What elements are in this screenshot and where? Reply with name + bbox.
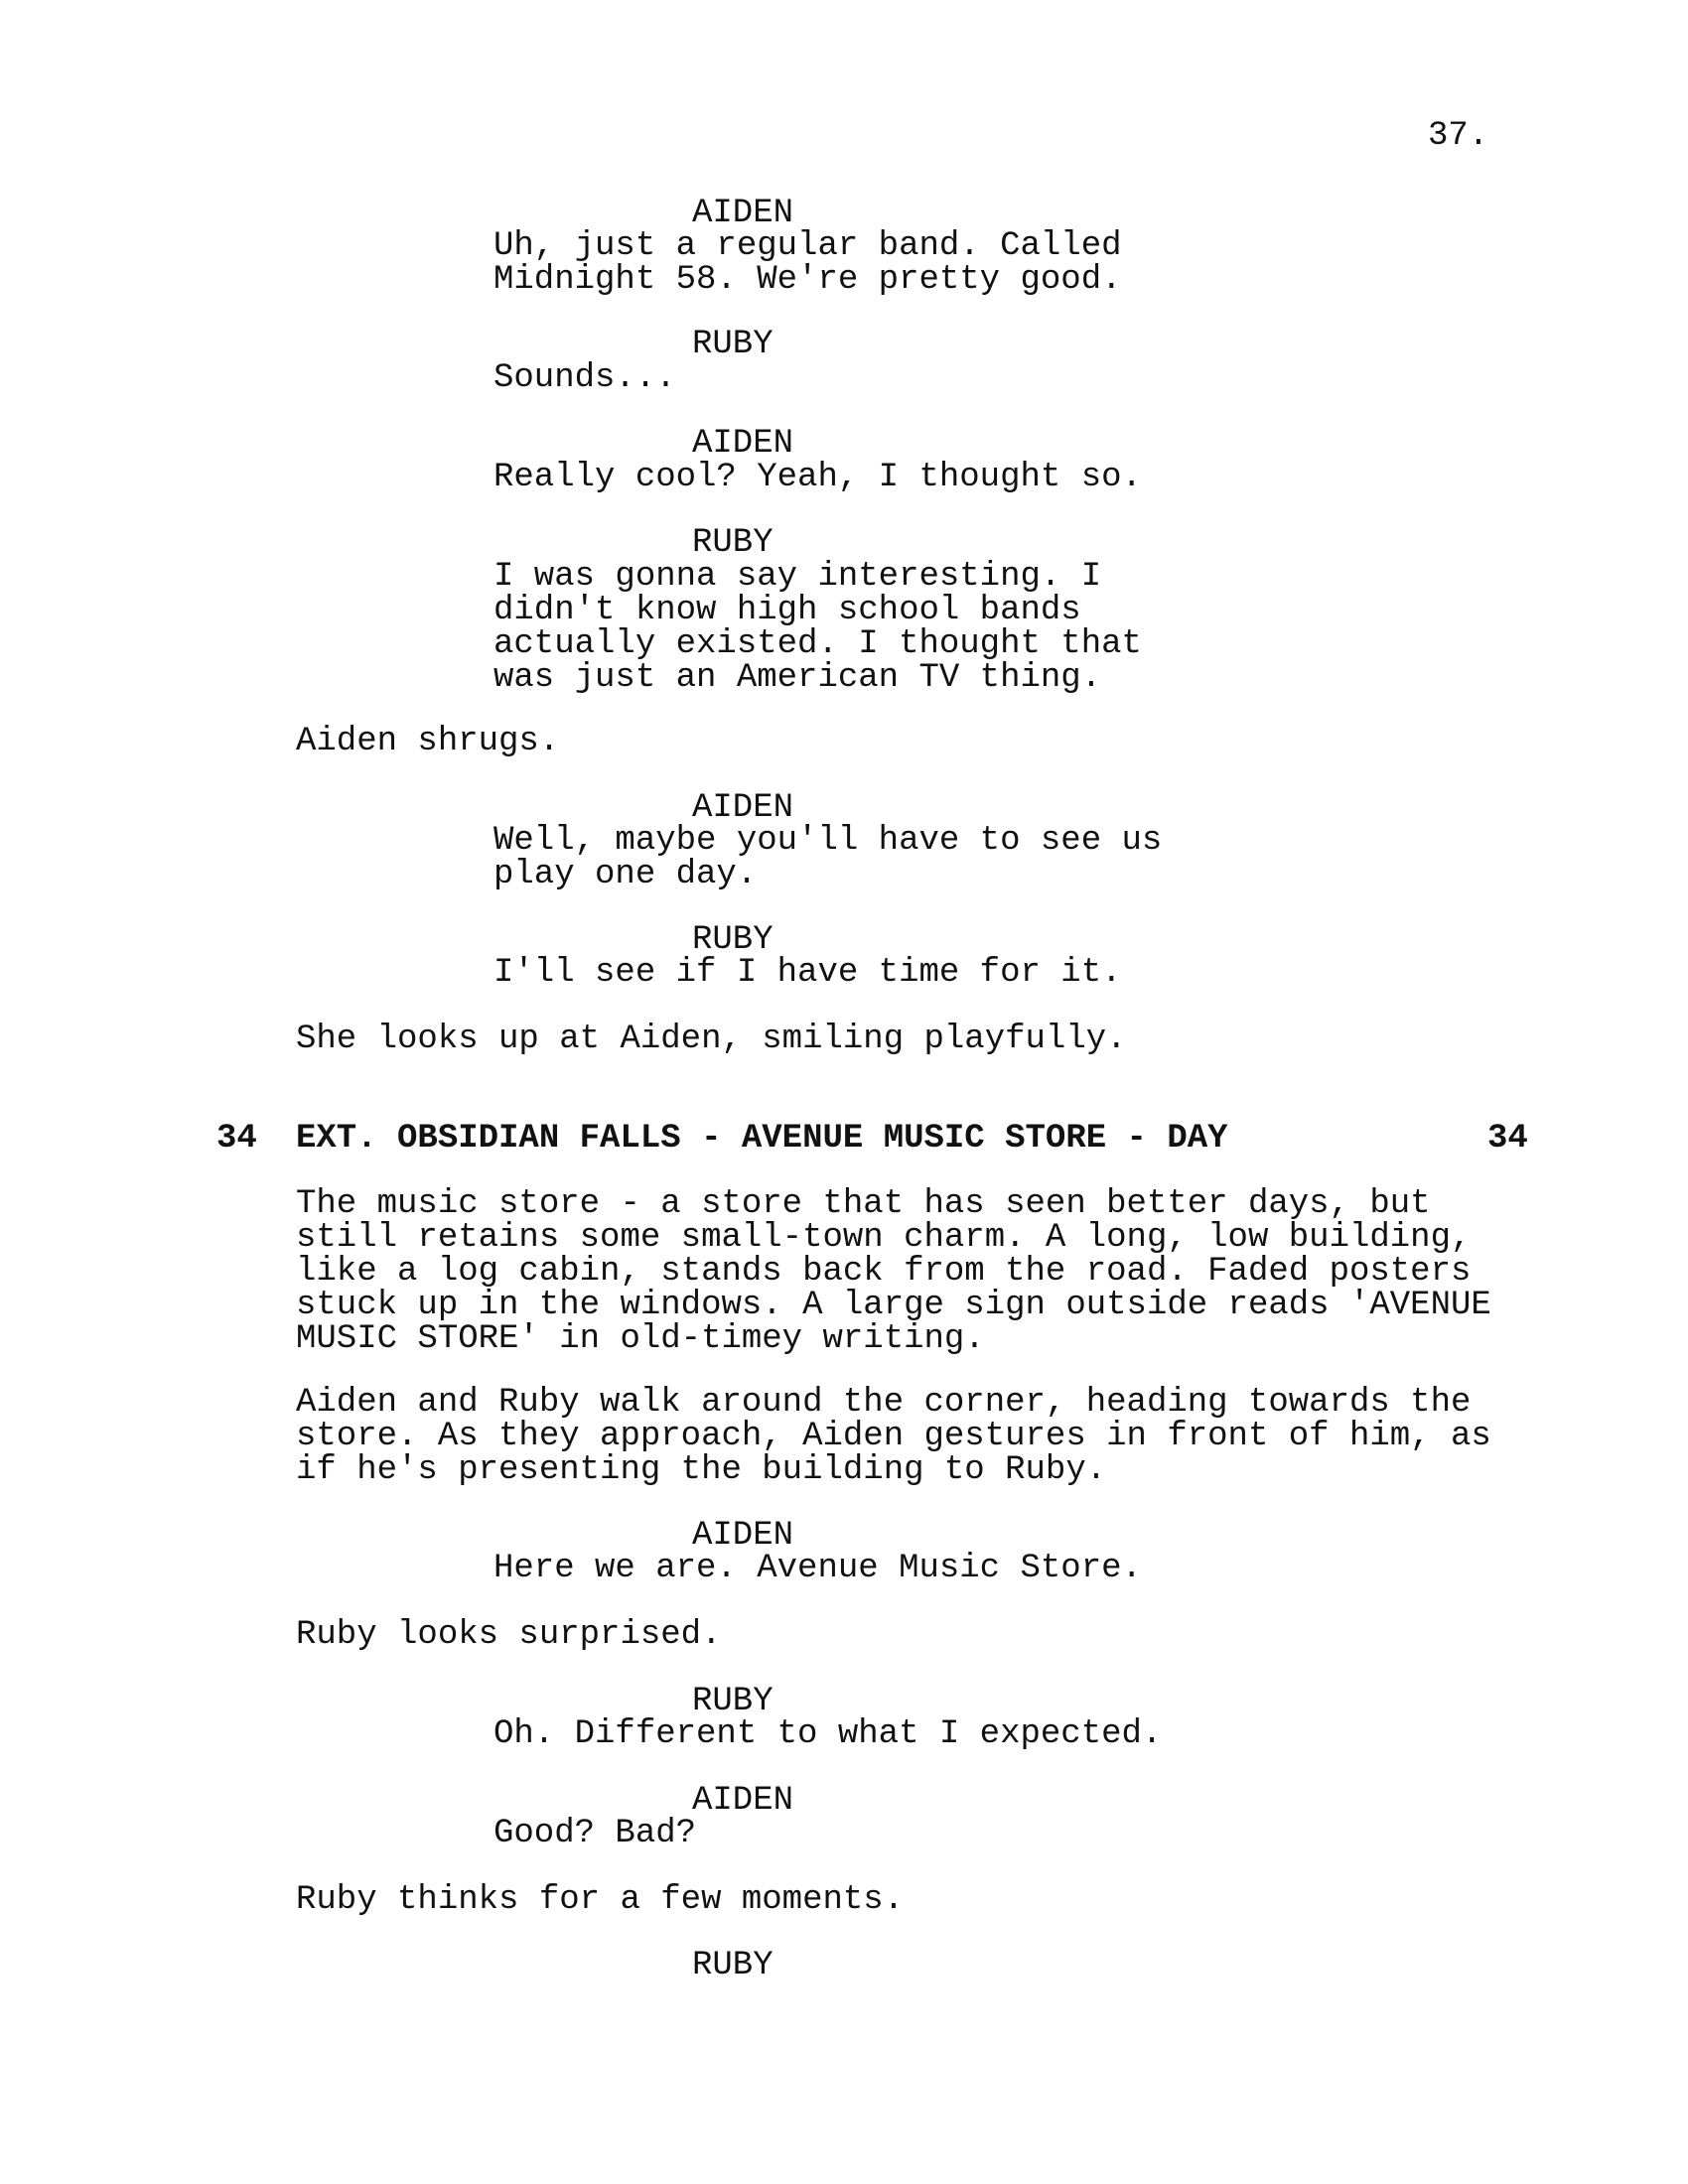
scene-number-right: 34 — [1487, 1120, 1528, 1158]
dialogue: Sounds... — [493, 359, 676, 397]
dialogue: Uh, just a regular band. Called Midnight 58. We're pretty good. — [493, 227, 1122, 299]
action-paragraph: Aiden and Ruby walk around the corner, heading towards the store. As they approach, Aiden gestures in front of him, as if he's presenting the building to Ruby. — [296, 1384, 1491, 1489]
character-cue: RUBY — [692, 326, 774, 363]
dialogue: I'll see if I have time for it. — [493, 954, 1122, 992]
character-cue: RUBY — [692, 1947, 774, 1984]
character-cue: RUBY — [692, 524, 774, 562]
character-cue: AIDEN — [692, 1782, 794, 1820]
character-cue: AIDEN — [692, 1517, 794, 1555]
action-line: Ruby thinks for a few moments. — [296, 1881, 905, 1919]
dialogue: Here we are. Avenue Music Store. — [493, 1550, 1142, 1587]
dialogue: I was gonna say interesting. I didn't know high school bands actually existed. I thought that was just an American TV thing. — [493, 558, 1142, 697]
character-cue: AIDEN — [692, 195, 794, 232]
page-number: 37. — [1428, 117, 1489, 155]
character-cue: RUBY — [692, 921, 774, 959]
character-cue: RUBY — [692, 1683, 774, 1720]
action-line: Aiden shrugs. — [296, 723, 560, 760]
scene-number-left: 34 — [216, 1120, 257, 1158]
action-line: Ruby looks surprised. — [296, 1616, 722, 1654]
character-cue: AIDEN — [692, 789, 794, 827]
dialogue: Well, maybe you'll have to see us play one day. — [493, 822, 1163, 893]
dialogue: Oh. Different to what I expected. — [493, 1715, 1163, 1753]
scene-heading: EXT. OBSIDIAN FALLS - AVENUE MUSIC STORE - DAY — [296, 1120, 1228, 1158]
dialogue: Really cool? Yeah, I thought so. — [493, 459, 1142, 496]
dialogue: Good? Bad? — [493, 1815, 697, 1852]
character-cue: AIDEN — [692, 425, 794, 463]
action-paragraph: The music store - a store that has seen better days, but still retains some small-town charm. A long, low building, like a log cabin, stands back from the road. Faded posters stuck up in the windows. A large sign outside reads 'AVENUE MUSIC STORE' in old-timey writing. — [296, 1185, 1491, 1358]
action-line: She looks up at Aiden, smiling playfully. — [296, 1021, 1127, 1058]
